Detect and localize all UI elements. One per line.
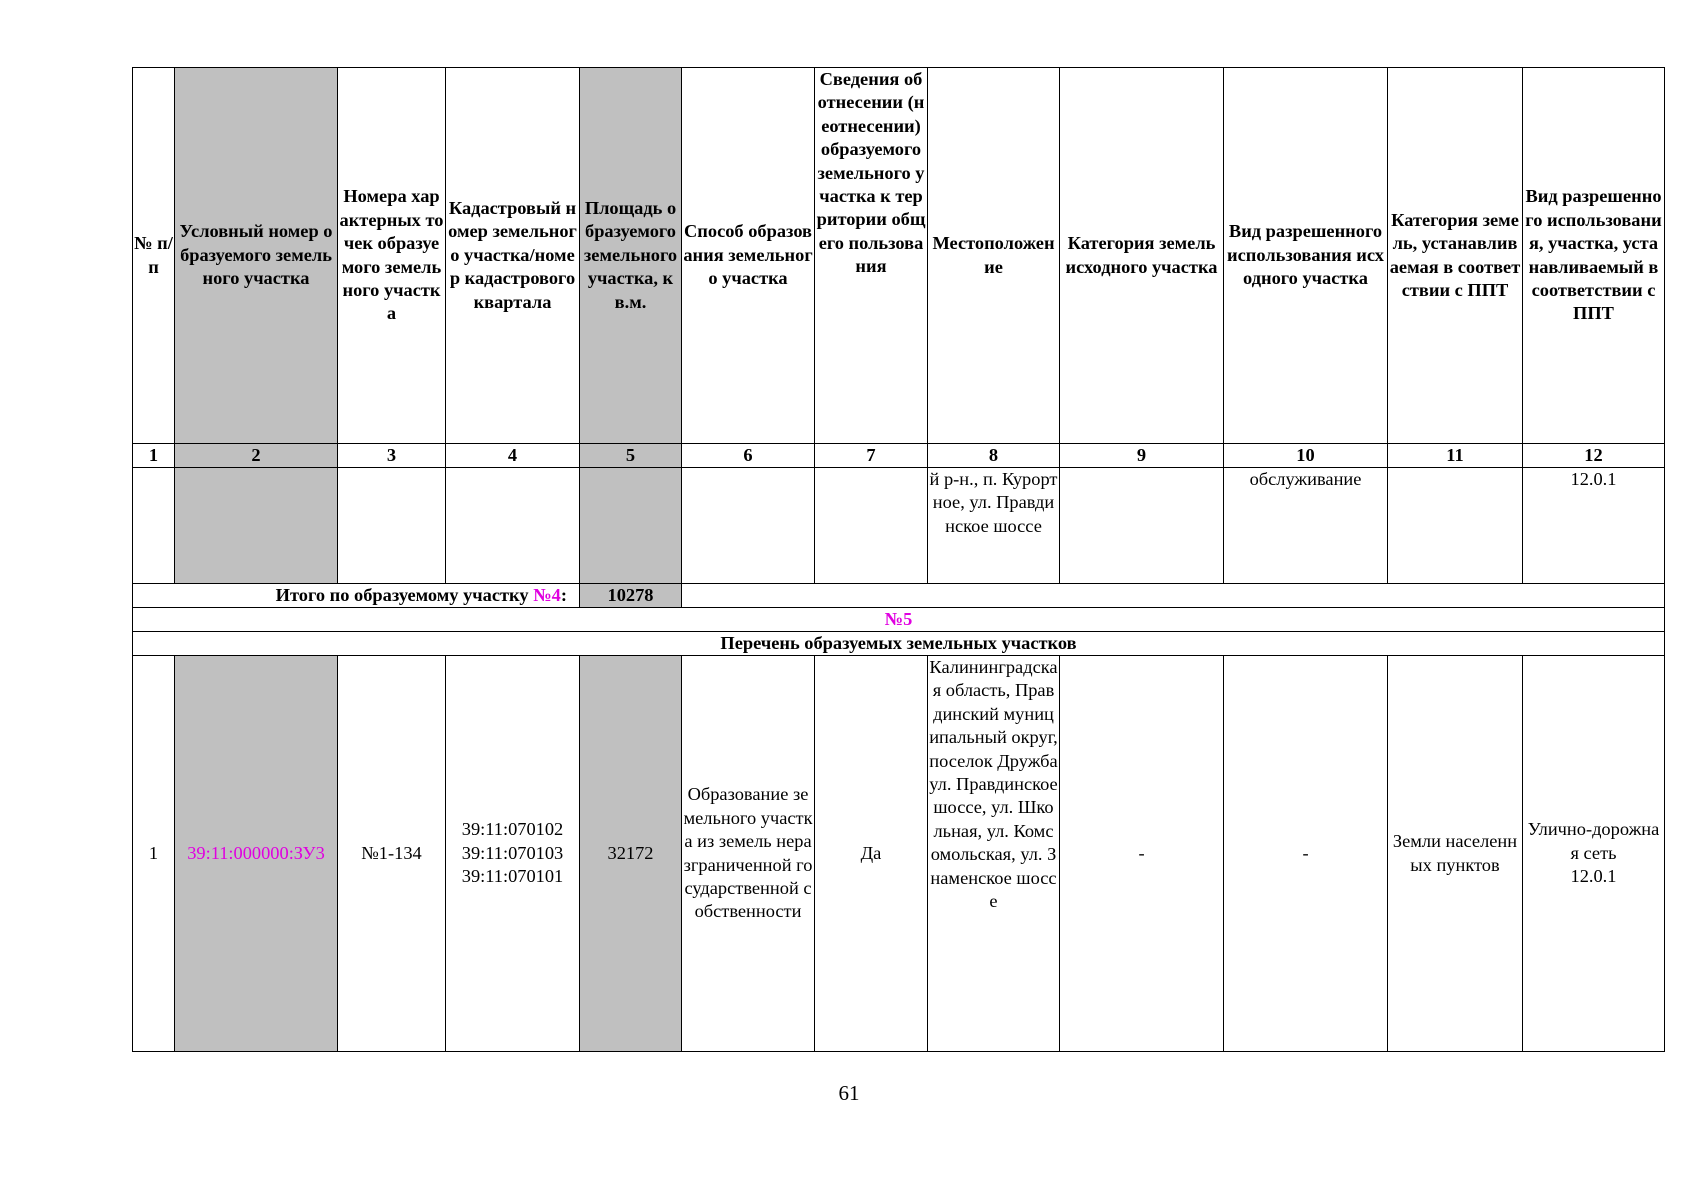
empty-cell [133, 468, 175, 584]
column-number: 5 [580, 444, 682, 468]
header-cell: Категория земель исходного участка [1060, 68, 1224, 444]
column-number: 8 [928, 444, 1060, 468]
location-cell: й р-н., п. Курортное, ул. Правдинское шоссе [928, 468, 1060, 584]
cadastral-number: 39:11:070103 [461, 842, 564, 863]
use-ppt-name: Улично-дорожная сеть [1527, 819, 1660, 863]
column-number: 7 [815, 444, 928, 468]
header-cell: Вид разрешенного использования, участка, устанавливаемый в соответствии с ППТ [1523, 68, 1665, 444]
row-number: 1 [133, 656, 175, 1052]
area-cell: 32172 [580, 656, 682, 1052]
cadastral-number: 39:11:070102 [461, 819, 564, 840]
header-cell: Способ образования земельного участка [682, 68, 815, 444]
column-number: 1 [133, 444, 175, 468]
column-number: 11 [1388, 444, 1523, 468]
column-number: 4 [446, 444, 580, 468]
header-cell: Категория земель, устанавливаемая в соответствии с ППТ [1388, 68, 1523, 444]
use-source-cell: обслуживание [1224, 468, 1388, 584]
column-number: 12 [1523, 444, 1665, 468]
cadastral-cell [446, 656, 580, 1052]
table-row [133, 656, 1665, 1052]
method-cell: Образование земельного участка из земель неразграниченной государственной собственности [682, 656, 815, 1052]
empty-cell [175, 468, 338, 584]
empty-cell [446, 468, 580, 584]
empty-cell [1060, 468, 1224, 584]
header-cell: Местоположение [928, 68, 1060, 444]
section-row [133, 608, 1665, 632]
conditional-number: 39:11:000000:ЗУ3 [175, 656, 338, 1052]
header-row [133, 68, 1665, 444]
column-number: 6 [682, 444, 815, 468]
header-cell: Номера характерных точек образуемого земельного участка [338, 68, 446, 444]
location-cell: Калининградская область, Правдинский муниципальный округ, поселок Дружба ул. Правдинское шоссе, ул. Школьная, ул. Комсомольская, ул. Знаменское шоссе [928, 656, 1060, 1052]
total-value: 10278 [580, 584, 682, 608]
empty-cell [338, 468, 446, 584]
header-cell: Условный номер образуемого земельного участка [175, 68, 338, 444]
header-cell: № п/п [133, 68, 175, 444]
header-cell: Вид разрешенного использования исходного участка [1224, 68, 1388, 444]
total-label-colon: : [560, 585, 567, 605]
section-caption: Перечень образуемых земельных участков [133, 632, 1665, 656]
category-ppt-cell: Земли населенных пунктов [1388, 656, 1523, 1052]
total-row [133, 584, 1665, 608]
section-number: №5 [133, 608, 1665, 632]
header-cell: Кадастровый номер земельного участка/номер кадастрового квартала [446, 68, 580, 444]
empty-cell [682, 468, 815, 584]
cadastral-number: 39:11:070101 [461, 866, 564, 887]
total-filler [682, 584, 1665, 608]
total-label-text: Итого по образуемому участку [275, 585, 534, 605]
column-number-row [133, 444, 1665, 468]
use-source-cell: - [1224, 656, 1388, 1052]
header-cell: Площадь образуемого земельного участка, кв.м. [580, 68, 682, 444]
use-ppt-cell: 12.0.1 [1523, 468, 1665, 584]
land-plots-table [132, 67, 1665, 1052]
column-number: 10 [1224, 444, 1388, 468]
empty-cell [580, 468, 682, 584]
total-label-number: №4 [533, 585, 561, 605]
common-use-cell: Да [815, 656, 928, 1052]
continuation-row [133, 468, 1665, 584]
total-label [133, 584, 580, 608]
column-number: 9 [1060, 444, 1224, 468]
header-cell: Сведения об отнесении (неотнесении) образуемого земельного участка к территории общего пользования [815, 68, 928, 444]
page-number: 61 [838, 1081, 860, 1105]
column-number: 3 [338, 444, 446, 468]
column-number: 2 [175, 444, 338, 468]
points-cell: №1-134 [338, 656, 446, 1052]
use-ppt-code: 12.0.1 [1570, 866, 1617, 887]
empty-cell [1388, 468, 1523, 584]
use-ppt-cell [1523, 656, 1665, 1052]
category-source-cell: - [1060, 656, 1224, 1052]
empty-cell [815, 468, 928, 584]
caption-row [133, 632, 1665, 656]
